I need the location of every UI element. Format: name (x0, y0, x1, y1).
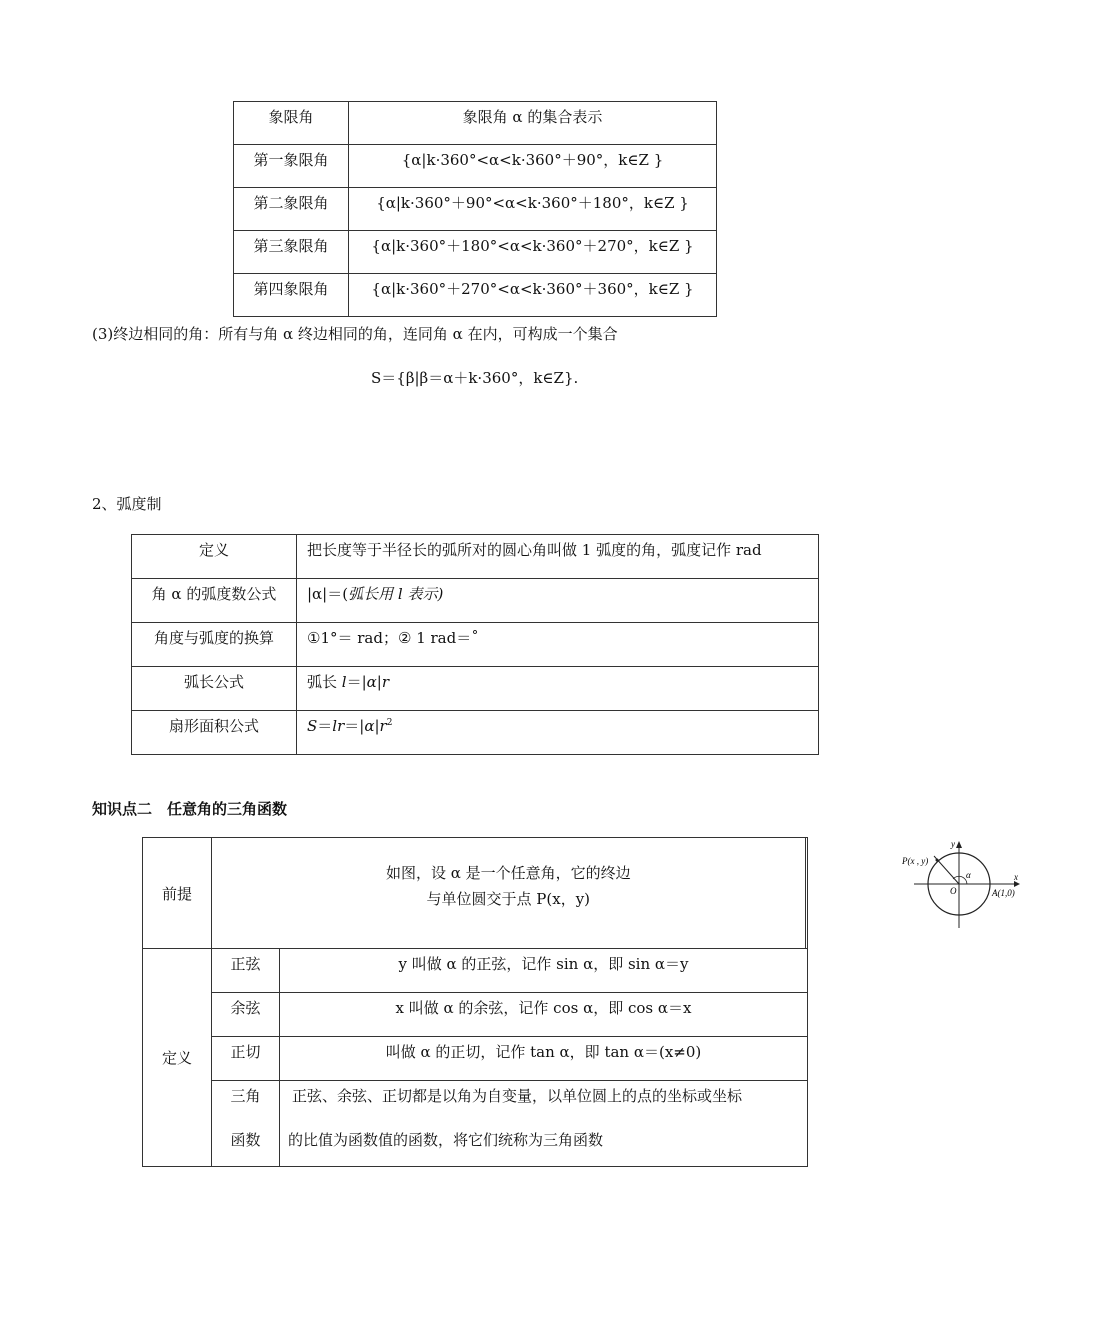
section-title-radian: 2、弧度制 (92, 495, 162, 513)
table-row (132, 623, 819, 667)
table-row (132, 711, 819, 755)
formula-part: r (379, 717, 387, 735)
table-row (143, 1081, 808, 1167)
row-value (297, 711, 819, 755)
quadrant-label: 第二象限角 (234, 188, 349, 231)
function-definition: 叫做 α 的正切，记作 tan α，即 tan α＝(x≠0) (280, 1037, 808, 1081)
formula-part: | (374, 717, 380, 735)
formula-part: ＝ (317, 717, 333, 735)
header-cell: 象限角 (234, 102, 349, 145)
table-row (143, 949, 808, 993)
formula-part: | (376, 673, 382, 691)
label-line: 三角 (230, 1087, 261, 1105)
formula-part: 弧长 (307, 673, 342, 691)
quadrant-angle-table (233, 101, 717, 317)
formula-part: r (381, 673, 390, 691)
quadrant-set: {α|k·360°＋90°<α<k·360°＋180°，k∈Z } (349, 188, 717, 231)
function-name: 余弦 (212, 993, 280, 1037)
definition-line: 正弦、余弦、正切都是以角为自变量，以单位圆上的点的坐标或坐标 (292, 1087, 743, 1105)
table-row (234, 231, 717, 274)
alpha-label: α (965, 870, 971, 880)
table-row (234, 102, 717, 145)
row-value (297, 667, 819, 711)
row-value: 把长度等于半径长的弧所对的圆心角叫做 1 弧度的角，弧度记作 rad (297, 535, 819, 579)
function-definition: x 叫做 α 的余弦，记作 cos α，即 cos α＝x (280, 993, 808, 1037)
table-row (143, 1037, 808, 1081)
quadrant-set: {α|k·360°<α<k·360°＋90°，k∈Z } (349, 145, 717, 188)
table-row (132, 667, 819, 711)
header-cell: 象限角 α 的集合表示 (349, 102, 717, 145)
definition-label: 定义 (143, 949, 212, 1167)
o-label: O (949, 886, 957, 896)
premise-cell (212, 838, 806, 949)
quadrant-set: {α|k·360°＋270°<α<k·360°＋360°，k∈Z } (349, 274, 717, 317)
y-axis-arrow-icon (956, 841, 962, 848)
formula-part: α (366, 673, 377, 691)
table-row (234, 145, 717, 188)
formula-part: |α|＝( (307, 585, 349, 603)
coterminal-formula: S＝{β|β＝α＋k·360°，k∈Z}. (371, 369, 579, 387)
formula-part: 表示) (402, 585, 444, 603)
row-value: ①1°＝ rad；② 1 rad＝˚ (297, 623, 819, 667)
quadrant-label: 第一象限角 (234, 145, 349, 188)
table-row (234, 188, 717, 231)
formula-part: l (341, 673, 347, 691)
function-name (212, 1081, 280, 1167)
table-row (143, 993, 808, 1037)
trig-function-table (142, 837, 1018, 1167)
formula-part: α (364, 717, 375, 735)
radian-table (131, 534, 819, 755)
row-label: 定义 (132, 535, 297, 579)
row-value (297, 579, 819, 623)
definition-line: 的比值为函数值的函数，将它们统称为三角函数 (288, 1131, 604, 1149)
unit-circle-figure (806, 838, 1118, 948)
row-label: 扇形面积公式 (132, 711, 297, 755)
formula-part: ＝| (344, 717, 365, 735)
table-row (234, 274, 717, 317)
formula-part: l (397, 585, 403, 603)
point-p (935, 859, 938, 862)
coterminal-description: (3)终边相同的角：所有与角 α 终边相同的角，连同角 α 在内，可构成一个集合 (92, 325, 618, 343)
quadrant-label: 第四象限角 (234, 274, 349, 317)
label-line: 函数 (230, 1131, 261, 1149)
quadrant-label: 第三象限角 (234, 231, 349, 274)
formula-part: 弧长用 (348, 585, 398, 603)
premise-text-line: 与单位圆交于点 P(x，y) (426, 890, 591, 908)
row-label: 角 α 的弧度数公式 (132, 579, 297, 623)
table-row (132, 579, 819, 623)
premise-label: 前提 (143, 838, 212, 949)
function-definition: y 叫做 α 的正弦，记作 sin α，即 sin α＝y (280, 949, 808, 993)
superscript: 2 (386, 718, 393, 728)
premise-text-line: 如图，设 α 是一个任意角，它的终边 (385, 864, 631, 882)
figure-background (902, 836, 1026, 840)
p-label: P(x , y) (901, 856, 928, 866)
row-label: 弧长公式 (132, 667, 297, 711)
function-name: 正弦 (212, 949, 280, 993)
function-definition (280, 1081, 808, 1167)
table-row (132, 535, 819, 579)
table-row (143, 838, 808, 949)
row-label: 角度与弧度的换算 (132, 623, 297, 667)
a-label: A(1,0) (991, 888, 1015, 898)
formula-part: ＝| (346, 673, 367, 691)
x-label: x (1013, 872, 1018, 882)
function-name: 正切 (212, 1037, 280, 1081)
knowledge-point-title: 知识点二 任意角的三角函数 (92, 800, 288, 818)
formula-part: lr (332, 717, 345, 735)
quadrant-set: {α|k·360°＋180°<α<k·360°＋270°，k∈Z } (349, 231, 717, 274)
y-label: y (950, 839, 955, 849)
figure-cell (805, 838, 1018, 949)
formula-part: S (307, 717, 318, 735)
